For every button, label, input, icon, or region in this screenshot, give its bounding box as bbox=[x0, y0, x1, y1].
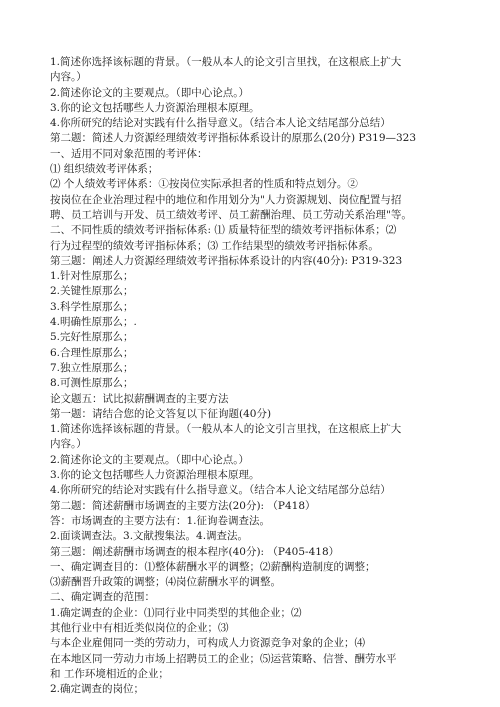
list-item: 7.独立性原那么； bbox=[50, 361, 134, 374]
text-line: 4.你所研究的结论对实践有什么指导意义。（结合本人论文结尾部分总结） bbox=[50, 484, 391, 497]
text-line: ⑴ 组织绩效考评体系； bbox=[50, 163, 159, 176]
text-line: 1.确定调查的企业：⑴同行业中同类型的其他企业；⑵ bbox=[50, 606, 302, 619]
list-item: 8.可测性原那么； bbox=[50, 377, 134, 390]
question-heading: 第三题：阐述人力资源经理绩效考评指标体系设计的内容(40分): P319-323 bbox=[50, 254, 403, 267]
text-line: 2.简述你论文的主要观点。（即中心论点。） bbox=[50, 453, 250, 466]
question-heading: 第二题：简述人力资源经理绩效考评指标体系设计的原那么(20分) P319—323 bbox=[50, 132, 417, 145]
text-line: 1.简述你选择该标题的背景。（一般从本人的论文引言里找，在这根底上扩大 bbox=[50, 56, 402, 68]
text-line: 在本地区同一劳动力市场上招聘员工的企业；⑸运营策略、信誉、酬劳水平 bbox=[50, 652, 397, 665]
text-line: 2.简述你论文的主要观点。（即中心论点。） bbox=[50, 86, 250, 99]
text-line: 与本企业雇佣同一类的劳动力，可构成人力资源竞争对象的企业；⑷ bbox=[50, 637, 365, 650]
text-line: 1.简述你选择该标题的背景。（一般从本人的论文引言里找，在这根底上扩大 bbox=[50, 423, 402, 436]
text-line: 按岗位在企业治理过程中的地位和作用划分为"人力资源规划、岗位配置与招 bbox=[50, 193, 402, 206]
list-item: 4.明确性原那么；. bbox=[50, 316, 137, 329]
text-line: 二、确定调查的范围： bbox=[50, 591, 155, 604]
question-heading: 第二题：简述薪酬市场调查的主要方法(20分): （P418） bbox=[50, 499, 316, 512]
text-line: 行为过程型的绩效考评指标体系；⑶ 工作结果型的绩效考评指标体系。 bbox=[50, 239, 379, 252]
question-heading: 第三题：阐述薪酬市场调查的根本程序(40分): （P405-418） bbox=[50, 545, 340, 558]
text-line: 一、适用不同对象范围的考评体： bbox=[50, 147, 208, 160]
list-item: 1.针对性原那么； bbox=[50, 270, 134, 283]
list-item: 3.科学性原那么； bbox=[50, 300, 134, 313]
text-line: 2.确定调查的岗位； bbox=[50, 683, 145, 696]
text-line: 和 工作环境相近的企业； bbox=[50, 667, 169, 680]
question-heading: 第一题：请结合您的论文答复以下征询题(40分) bbox=[50, 407, 272, 420]
text-line: 3.你的论文包括哪些人力资源治理根本原理。 bbox=[50, 469, 260, 482]
text-line: 内容。） bbox=[50, 438, 87, 451]
text-line: 2.面谈调查法。3.文献搜集法。4.调查法。 bbox=[50, 530, 249, 543]
text-line: 聘、员工培训与开发、员工绩效考评、员工薪酬治理、员工劳动关系治理"等。 bbox=[50, 208, 412, 221]
text-line: 其他行业中有相近类似岗位的企业；⑶ bbox=[50, 621, 229, 634]
text-line: 二、不同性质的绩效考评指标体系: ⑴ 质量特征型的绩效考评指标体系；⑵ bbox=[50, 224, 397, 237]
text-line: ⑶薪酬晋升政策的调整；⑷岗位薪酬水平的调整。 bbox=[50, 576, 281, 589]
text-line: ⑵ 个人绩效考评体系：①按岗位实际承担者的性质和特点划分。② bbox=[50, 178, 358, 191]
text-line: 3.你的论文包括哪些人力资源治理根本原理。 bbox=[50, 101, 260, 114]
text-line: 内容。） bbox=[50, 71, 87, 84]
section-heading: 论文题五：试比拟薪酬调查的主要方法 bbox=[50, 392, 229, 405]
list-item: 5.完好性原那么； bbox=[50, 331, 134, 344]
list-item: 6.合理性原那么； bbox=[50, 346, 134, 359]
text-line: 一、确定调查目的：⑴整体薪酬水平的调整；⑵薪酬构造制度的调整； bbox=[50, 560, 376, 573]
text-line: 4.你所研究的结论对实践有什么指导意义。（结合本人论文结尾部分总结） bbox=[50, 117, 391, 130]
list-item: 2.关键性原那么； bbox=[50, 285, 134, 298]
text-line: 答：市场调查的主要方法有：1.征询卷调查法。 bbox=[50, 514, 271, 527]
